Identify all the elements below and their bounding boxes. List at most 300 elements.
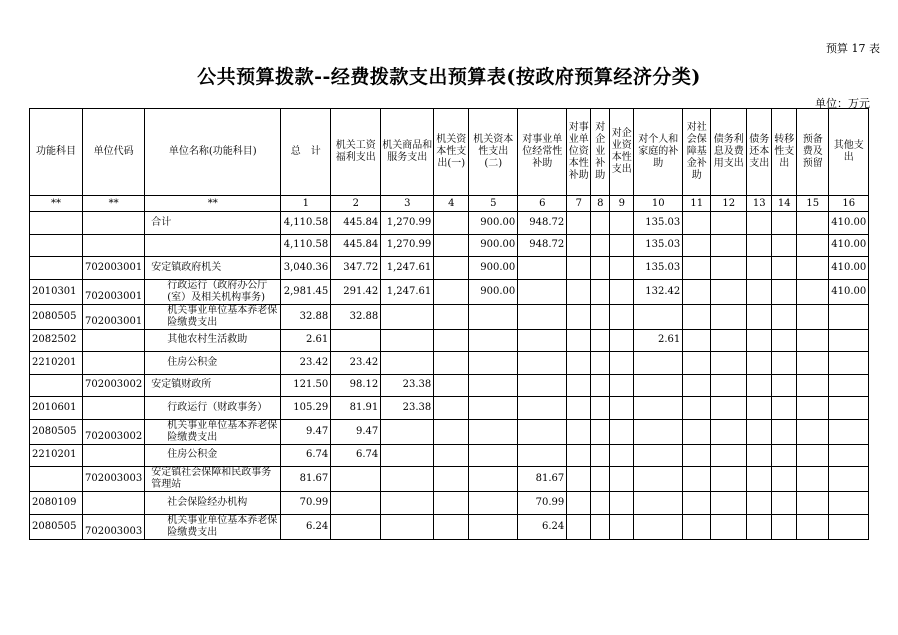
amount-cell bbox=[610, 234, 634, 257]
amount-cell: 948.72 bbox=[518, 234, 567, 257]
amount-cell bbox=[434, 444, 469, 467]
unit-name-cell bbox=[145, 234, 281, 257]
amount-cell bbox=[772, 304, 797, 329]
amount-cell bbox=[434, 352, 469, 375]
amount-cell: 98.12 bbox=[331, 374, 381, 397]
unit-name-cell: 住房公积金 bbox=[145, 352, 281, 375]
column-number: 2 bbox=[331, 196, 381, 212]
amount-cell bbox=[381, 419, 434, 444]
amount-cell bbox=[747, 444, 772, 467]
column-header: 功能科目 bbox=[30, 109, 83, 196]
column-number: 15 bbox=[797, 196, 829, 212]
amount-cell bbox=[829, 444, 869, 467]
amount-cell bbox=[747, 514, 772, 539]
amount-cell bbox=[469, 492, 518, 515]
column-header: 对企业资本性支出 bbox=[610, 109, 634, 196]
amount-cell: 445.84 bbox=[331, 234, 381, 257]
amount-cell: 1,247.61 bbox=[381, 257, 434, 280]
amount-cell bbox=[634, 397, 683, 420]
column-number: 13 bbox=[747, 196, 772, 212]
function-code-cell: 2080109 bbox=[30, 492, 83, 515]
amount-cell: 6.74 bbox=[331, 444, 381, 467]
amount-cell bbox=[683, 419, 711, 444]
amount-cell bbox=[711, 304, 747, 329]
unit-code-cell bbox=[83, 444, 145, 467]
function-code-cell bbox=[30, 374, 83, 397]
amount-cell bbox=[434, 397, 469, 420]
amount-cell bbox=[772, 419, 797, 444]
amount-cell bbox=[567, 467, 591, 492]
amount-cell bbox=[634, 374, 683, 397]
amount-cell bbox=[634, 444, 683, 467]
amount-cell bbox=[591, 234, 610, 257]
unit-name-cell: 行政运行（政府办公厅(室）及相关机构事务) bbox=[145, 279, 281, 304]
page-title: 公共预算拨款--经费拨款支出预算表(按政府预算经济分类) bbox=[197, 66, 701, 88]
amount-cell bbox=[683, 492, 711, 515]
amount-cell bbox=[331, 492, 381, 515]
amount-cell bbox=[591, 279, 610, 304]
unit-code-cell: 702003003 bbox=[83, 467, 145, 492]
unit-code-cell bbox=[83, 514, 145, 539]
amount-cell bbox=[567, 212, 591, 235]
amount-cell bbox=[610, 467, 634, 492]
amount-cell bbox=[797, 492, 829, 515]
amount-cell bbox=[797, 419, 829, 444]
amount-cell bbox=[829, 514, 869, 539]
amount-cell: 6.24 bbox=[518, 514, 567, 539]
amount-cell bbox=[683, 279, 711, 304]
column-header: 单位名称(功能科目) bbox=[145, 109, 281, 196]
table-row bbox=[30, 419, 869, 444]
unit-name-cell: 社会保险经办机构 bbox=[145, 492, 281, 515]
amount-cell bbox=[711, 329, 747, 352]
table-row bbox=[30, 329, 869, 352]
unit-label: 单位：万元 bbox=[815, 97, 870, 110]
amount-cell bbox=[567, 279, 591, 304]
amount-cell bbox=[634, 304, 683, 329]
amount-cell bbox=[797, 467, 829, 492]
column-header: 总 计 bbox=[281, 109, 331, 196]
table-row bbox=[30, 212, 869, 235]
amount-cell bbox=[331, 514, 381, 539]
amount-cell bbox=[469, 304, 518, 329]
table-row bbox=[30, 467, 869, 492]
amount-cell bbox=[567, 374, 591, 397]
column-number: 5 bbox=[469, 196, 518, 212]
function-code-cell bbox=[30, 467, 83, 492]
amount-cell bbox=[434, 467, 469, 492]
amount-cell bbox=[747, 374, 772, 397]
column-number: 9 bbox=[610, 196, 634, 212]
amount-cell bbox=[711, 352, 747, 375]
amount-cell bbox=[747, 212, 772, 235]
unit-code-text: 702003001 bbox=[85, 315, 143, 327]
amount-cell bbox=[610, 304, 634, 329]
unit-code-cell bbox=[83, 397, 145, 420]
amount-cell bbox=[711, 514, 747, 539]
amount-cell bbox=[711, 234, 747, 257]
amount-cell bbox=[683, 234, 711, 257]
column-header: 对个人和家庭的补助 bbox=[634, 109, 683, 196]
amount-cell: 4,110.58 bbox=[281, 234, 331, 257]
amount-cell bbox=[772, 514, 797, 539]
amount-cell: 291.42 bbox=[331, 279, 381, 304]
function-code-cell bbox=[30, 234, 83, 257]
amount-cell bbox=[434, 304, 469, 329]
amount-cell bbox=[829, 492, 869, 515]
column-number: 11 bbox=[683, 196, 711, 212]
doc-number: 预算 17 表 bbox=[826, 42, 880, 55]
amount-cell bbox=[634, 514, 683, 539]
amount-cell bbox=[772, 279, 797, 304]
amount-cell bbox=[567, 304, 591, 329]
unit-code-text: 702003003 bbox=[85, 525, 143, 537]
amount-cell bbox=[772, 212, 797, 235]
amount-cell: 135.03 bbox=[634, 212, 683, 235]
amount-cell bbox=[567, 329, 591, 352]
unit-code-text: 702003002 bbox=[85, 430, 143, 442]
amount-cell bbox=[797, 329, 829, 352]
unit-name-cell: 合计 bbox=[145, 212, 281, 235]
amount-cell bbox=[634, 419, 683, 444]
function-code-cell: 2010301 bbox=[30, 279, 83, 304]
amount-cell: 81.67 bbox=[281, 467, 331, 492]
column-number: 4 bbox=[434, 196, 469, 212]
amount-cell bbox=[591, 304, 610, 329]
amount-cell bbox=[772, 444, 797, 467]
amount-cell: 1,270.99 bbox=[381, 234, 434, 257]
amount-cell bbox=[797, 279, 829, 304]
amount-cell bbox=[469, 514, 518, 539]
amount-cell bbox=[829, 329, 869, 352]
amount-cell bbox=[518, 329, 567, 352]
amount-cell: 948.72 bbox=[518, 212, 567, 235]
table-row bbox=[30, 444, 869, 467]
amount-cell bbox=[711, 397, 747, 420]
amount-cell bbox=[591, 467, 610, 492]
amount-cell: 410.00 bbox=[829, 234, 869, 257]
amount-cell bbox=[469, 352, 518, 375]
amount-cell bbox=[610, 352, 634, 375]
amount-cell bbox=[518, 419, 567, 444]
amount-cell bbox=[518, 352, 567, 375]
amount-cell bbox=[434, 329, 469, 352]
amount-cell bbox=[683, 304, 711, 329]
amount-cell bbox=[829, 352, 869, 375]
amount-cell bbox=[567, 419, 591, 444]
amount-cell bbox=[567, 492, 591, 515]
amount-cell bbox=[610, 492, 634, 515]
amount-cell bbox=[829, 467, 869, 492]
amount-cell bbox=[610, 257, 634, 280]
amount-cell bbox=[381, 514, 434, 539]
unit-code-cell: 702003002 bbox=[83, 374, 145, 397]
unit-code-cell bbox=[83, 329, 145, 352]
amount-cell: 70.99 bbox=[518, 492, 567, 515]
amount-cell bbox=[772, 467, 797, 492]
amount-cell: 2.61 bbox=[634, 329, 683, 352]
amount-cell: 81.67 bbox=[518, 467, 567, 492]
amount-cell bbox=[469, 444, 518, 467]
amount-cell bbox=[747, 419, 772, 444]
amount-cell bbox=[518, 397, 567, 420]
amount-cell: 6.74 bbox=[281, 444, 331, 467]
amount-cell bbox=[711, 492, 747, 515]
amount-cell bbox=[683, 212, 711, 235]
header-row bbox=[30, 109, 869, 196]
table-row bbox=[30, 234, 869, 257]
column-header: 单位代码 bbox=[83, 109, 145, 196]
amount-cell: 410.00 bbox=[829, 257, 869, 280]
function-code-cell: 2010601 bbox=[30, 397, 83, 420]
amount-cell bbox=[591, 419, 610, 444]
column-number: 10 bbox=[634, 196, 683, 212]
amount-cell bbox=[747, 279, 772, 304]
column-header: 债务利息及费用支出 bbox=[711, 109, 747, 196]
amount-cell bbox=[610, 444, 634, 467]
function-code-cell: 2080505 bbox=[30, 514, 83, 539]
amount-cell: 23.42 bbox=[331, 352, 381, 375]
unit-name-cell: 安定镇财政所 bbox=[145, 374, 281, 397]
amount-cell: 900.00 bbox=[469, 212, 518, 235]
amount-cell bbox=[772, 492, 797, 515]
table-row bbox=[30, 492, 869, 515]
column-number: 8 bbox=[591, 196, 610, 212]
amount-cell bbox=[610, 329, 634, 352]
budget-table bbox=[29, 108, 869, 540]
column-number: 1 bbox=[281, 196, 331, 212]
amount-cell: 445.84 bbox=[331, 212, 381, 235]
amount-cell bbox=[829, 419, 869, 444]
amount-cell bbox=[567, 514, 591, 539]
amount-cell bbox=[797, 374, 829, 397]
amount-cell bbox=[772, 397, 797, 420]
unit-name-cell: 机关事业单位基本养老保险缴费支出 bbox=[145, 514, 281, 539]
amount-cell: 9.47 bbox=[331, 419, 381, 444]
unit-code-cell bbox=[83, 492, 145, 515]
column-header: 对企业补助 bbox=[591, 109, 610, 196]
amount-cell bbox=[747, 492, 772, 515]
amount-cell bbox=[747, 234, 772, 257]
column-header: 转移性支出 bbox=[772, 109, 797, 196]
unit-code-cell bbox=[83, 304, 145, 329]
amount-cell: 1,247.61 bbox=[381, 279, 434, 304]
amount-cell bbox=[434, 492, 469, 515]
amount-cell bbox=[797, 397, 829, 420]
amount-cell bbox=[747, 257, 772, 280]
amount-cell bbox=[711, 467, 747, 492]
unit-code-cell: 702003001 bbox=[83, 257, 145, 280]
amount-cell bbox=[518, 304, 567, 329]
amount-cell bbox=[591, 492, 610, 515]
amount-cell bbox=[711, 374, 747, 397]
function-code-cell: 2082502 bbox=[30, 329, 83, 352]
amount-cell: 410.00 bbox=[829, 212, 869, 235]
amount-cell bbox=[591, 257, 610, 280]
amount-cell: 1,270.99 bbox=[381, 212, 434, 235]
amount-cell bbox=[634, 467, 683, 492]
table-header bbox=[30, 109, 869, 212]
amount-cell bbox=[772, 234, 797, 257]
column-number: 7 bbox=[567, 196, 591, 212]
amount-cell bbox=[469, 397, 518, 420]
amount-cell bbox=[747, 304, 772, 329]
table-row bbox=[30, 514, 869, 539]
column-number: ** bbox=[145, 196, 281, 212]
amount-cell bbox=[797, 444, 829, 467]
unit-code-cell bbox=[83, 352, 145, 375]
column-number: 6 bbox=[518, 196, 567, 212]
amount-cell bbox=[591, 444, 610, 467]
amount-cell bbox=[591, 329, 610, 352]
amount-cell bbox=[683, 514, 711, 539]
amount-cell bbox=[711, 444, 747, 467]
amount-cell: 135.03 bbox=[634, 257, 683, 280]
amount-cell: 900.00 bbox=[469, 234, 518, 257]
amount-cell bbox=[829, 374, 869, 397]
amount-cell bbox=[683, 397, 711, 420]
amount-cell bbox=[381, 304, 434, 329]
amount-cell bbox=[772, 352, 797, 375]
amount-cell bbox=[610, 374, 634, 397]
function-code-cell: 2210201 bbox=[30, 444, 83, 467]
amount-cell: 900.00 bbox=[469, 279, 518, 304]
amount-cell bbox=[829, 397, 869, 420]
table-row bbox=[30, 279, 869, 304]
amount-cell: 9.47 bbox=[281, 419, 331, 444]
column-header: 机关商品和服务支出 bbox=[381, 109, 434, 196]
function-code-cell: 2080505 bbox=[30, 304, 83, 329]
amount-cell: 4,110.58 bbox=[281, 212, 331, 235]
column-number: 12 bbox=[711, 196, 747, 212]
header-number-row bbox=[30, 196, 869, 212]
amount-cell bbox=[772, 257, 797, 280]
amount-cell bbox=[434, 212, 469, 235]
amount-cell bbox=[469, 467, 518, 492]
function-code-cell bbox=[30, 212, 83, 235]
amount-cell: 2,981.45 bbox=[281, 279, 331, 304]
amount-cell bbox=[634, 352, 683, 375]
column-header: 其他支出 bbox=[829, 109, 869, 196]
amount-cell bbox=[610, 397, 634, 420]
table-row bbox=[30, 257, 869, 280]
amount-cell bbox=[518, 257, 567, 280]
amount-cell bbox=[797, 352, 829, 375]
amount-cell bbox=[683, 257, 711, 280]
column-number: 3 bbox=[381, 196, 434, 212]
amount-cell bbox=[610, 212, 634, 235]
amount-cell bbox=[434, 514, 469, 539]
column-header: 机关资本性支出(一) bbox=[434, 109, 469, 196]
amount-cell bbox=[567, 234, 591, 257]
amount-cell bbox=[331, 329, 381, 352]
amount-cell: 23.38 bbox=[381, 397, 434, 420]
amount-cell: 32.88 bbox=[331, 304, 381, 329]
amount-cell bbox=[469, 374, 518, 397]
column-header: 预备费及预留 bbox=[797, 109, 829, 196]
amount-cell bbox=[610, 279, 634, 304]
amount-cell bbox=[469, 329, 518, 352]
amount-cell bbox=[634, 492, 683, 515]
amount-cell: 105.29 bbox=[281, 397, 331, 420]
amount-cell: 6.24 bbox=[281, 514, 331, 539]
amount-cell: 347.72 bbox=[331, 257, 381, 280]
column-number: ** bbox=[83, 196, 145, 212]
amount-cell bbox=[591, 514, 610, 539]
column-header: 机关工资福利支出 bbox=[331, 109, 381, 196]
amount-cell: 3,040.36 bbox=[281, 257, 331, 280]
amount-cell: 135.03 bbox=[634, 234, 683, 257]
column-header: 对事业单位经常性补助 bbox=[518, 109, 567, 196]
amount-cell bbox=[434, 374, 469, 397]
amount-cell bbox=[518, 374, 567, 397]
amount-cell bbox=[434, 234, 469, 257]
amount-cell: 121.50 bbox=[281, 374, 331, 397]
unit-name-cell: 安定镇社会保障和民政事务管理站 bbox=[145, 467, 281, 492]
amount-cell bbox=[434, 257, 469, 280]
unit-name-cell: 行政运行（财政事务） bbox=[145, 397, 281, 420]
unit-name-cell: 住房公积金 bbox=[145, 444, 281, 467]
amount-cell bbox=[381, 444, 434, 467]
amount-cell bbox=[772, 329, 797, 352]
amount-cell bbox=[711, 212, 747, 235]
amount-cell bbox=[683, 467, 711, 492]
amount-cell bbox=[683, 352, 711, 375]
amount-cell bbox=[829, 304, 869, 329]
amount-cell bbox=[381, 467, 434, 492]
column-header: 债务还本支出 bbox=[747, 109, 772, 196]
amount-cell bbox=[610, 514, 634, 539]
unit-code-cell bbox=[83, 419, 145, 444]
table-row bbox=[30, 352, 869, 375]
amount-cell bbox=[797, 212, 829, 235]
amount-cell bbox=[591, 374, 610, 397]
column-number: 16 bbox=[829, 196, 869, 212]
amount-cell: 70.99 bbox=[281, 492, 331, 515]
amount-cell bbox=[434, 279, 469, 304]
unit-code-cell bbox=[83, 279, 145, 304]
amount-cell: 132.42 bbox=[634, 279, 683, 304]
amount-cell bbox=[772, 374, 797, 397]
amount-cell bbox=[591, 212, 610, 235]
amount-cell bbox=[381, 492, 434, 515]
column-header: 机关资本性支出(二) bbox=[469, 109, 518, 196]
amount-cell bbox=[711, 279, 747, 304]
amount-cell bbox=[797, 304, 829, 329]
unit-code-text: 702003001 bbox=[85, 290, 143, 302]
unit-name-cell: 机关事业单位基本养老保险缴费支出 bbox=[145, 419, 281, 444]
amount-cell: 410.00 bbox=[829, 279, 869, 304]
table-row bbox=[30, 304, 869, 329]
table-row bbox=[30, 374, 869, 397]
amount-cell bbox=[797, 257, 829, 280]
unit-name-cell: 机关事业单位基本养老保险缴费支出 bbox=[145, 304, 281, 329]
amount-cell: 81.91 bbox=[331, 397, 381, 420]
table-body bbox=[30, 212, 869, 540]
amount-cell bbox=[591, 397, 610, 420]
amount-cell bbox=[747, 397, 772, 420]
table-row bbox=[30, 397, 869, 420]
amount-cell bbox=[683, 444, 711, 467]
amount-cell bbox=[711, 419, 747, 444]
amount-cell bbox=[610, 419, 634, 444]
amount-cell: 23.38 bbox=[381, 374, 434, 397]
amount-cell bbox=[747, 329, 772, 352]
amount-cell bbox=[797, 514, 829, 539]
amount-cell bbox=[381, 329, 434, 352]
unit-name-cell: 安定镇政府机关 bbox=[145, 257, 281, 280]
amount-cell bbox=[567, 444, 591, 467]
